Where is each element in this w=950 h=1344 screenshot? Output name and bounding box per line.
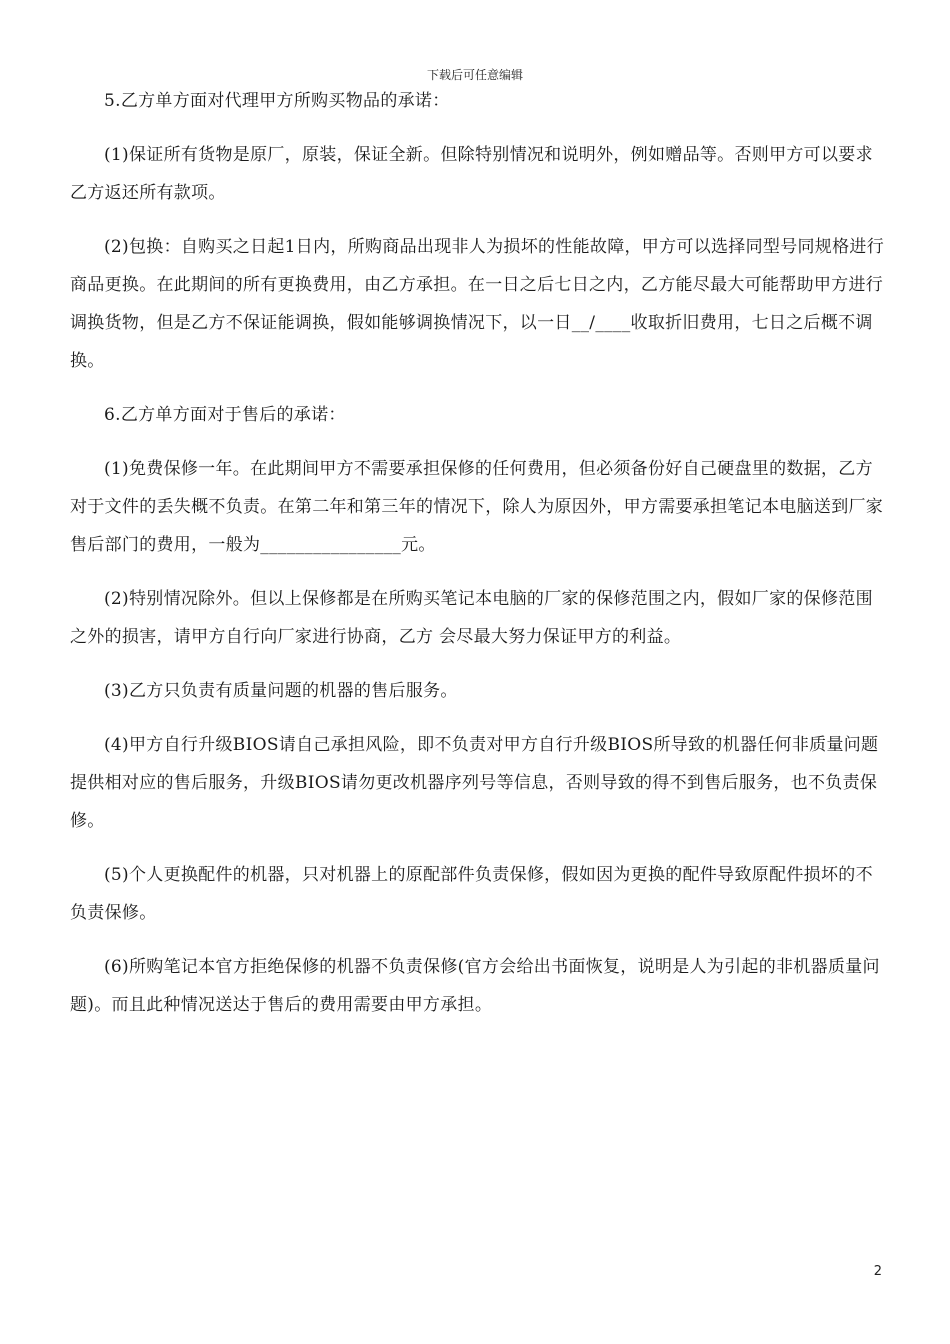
paragraph-clause-6: 6.乙方单方面对于售后的承诺： <box>104 405 346 425</box>
paragraph-6-4: (4)甲方自行升级BIOS请自己承担风险，即不负责对甲方自行升级BIOS所导致的机器任何非质量问题提供相对应的售后服务，升级BIOS请勿更改机器序列号等信息，否则导致的得不到售后服务，也不负责保修。 <box>70 735 879 831</box>
paragraph-6-5: (5)个人更换配件的机器，只对机器上的原配部件负责保修，假如因为更换的配件导致原配件损坏的不负责保修。 <box>70 865 873 923</box>
paragraph-5-1: (1)保证所有货物是原厂，原装，保证全新。但除特别情况和说明外，例如赠品等。否则甲方可以要求乙方返还所有款项。 <box>70 145 873 203</box>
paragraph-5-2: (2)包换：自购买之日起1日内，所购商品出现非人为损坏的性能故障，甲方可以选择同型号同规格进行商品更换。在此期间的所有更换费用，由乙方承担。在一日之后七日之内，乙方能尽最大可能帮助甲方进行调换货物，但是乙方不保证能调换，假如能够调换情况下，以一日__/____收取折旧费用，七日之后概不调换。 <box>70 237 884 371</box>
document-body <box>70 82 884 1024</box>
page-number: 2 <box>873 1264 882 1279</box>
page-header: 下载后可任意编辑 <box>426 68 523 82</box>
paragraph-6-6: (6)所购笔记本官方拒绝保修的机器不负责保修(官方会给出书面恢复，说明是人为引起的非机器质量问题)。而且此种情况送达于售后的费用需要由甲方承担。 <box>70 957 880 1015</box>
paragraph-6-1: (1)免费保修一年。在此期间甲方不需要承担保修的任何费用，但必须备份好自己硬盘里的数据，乙方对于文件的丢失概不负责。在第二年和第三年的情况下，除人为原因外，甲方需要承担笔记本电脑送到厂家售后部门的费用，一般为________________元。 <box>70 459 884 555</box>
paragraph-6-2: (2)特别情况除外。但以上保修都是在所购买笔记本电脑的厂家的保修范围之内，假如厂家的保修范围之外的损害，请甲方自行向厂家进行协商，乙方 会尽最大努力保证甲方的利益。 <box>70 589 873 647</box>
paragraph-clause-5: 5.乙方单方面对代理甲方所购买物品的承诺： <box>104 91 450 111</box>
paragraph-6-3: (3)乙方只负责有质量问题的机器的售后服务。 <box>104 681 458 701</box>
